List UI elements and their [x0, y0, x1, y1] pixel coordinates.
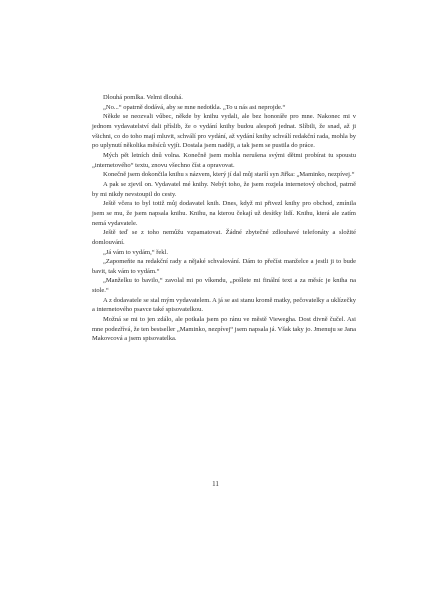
paragraph: Ještě včera to byl totiž můj dodavatel knih. Dnes, když mi přivezl knihy pro obchod, zmínila jsem se mu, že jsem napsala knihu. Knihu, na kterou čekají už desítky lidí. Knihu, která ale zatím nemá vydavatele. [92, 200, 356, 227]
paragraph: Mých pět letních dnů volna. Konečně jsem mohla nerušena svými dětmi probírat tu spoustu „internetového“ textu, znovu všechno číst a opravovat. [92, 151, 356, 169]
body-text [92, 93, 356, 344]
paragraph: „Já vám to vydám,“ řekl. [103, 248, 168, 256]
page-number: 11 [212, 480, 219, 488]
paragraph: „Manželku to bavilo,“ zavolal mi po víkendu, „pošlete mi finální text a za měsíc je kniha na stole.“ [92, 277, 356, 295]
paragraph: Možná se mi to jen zdálo, ale potkala jsem po ránu ve městě Viewegha. Dost divně čučel. Asi mne podezřívá, že ten bestseller „Maminko, nezpívej“ jsem napsala já. Však taky jo. Jmenuju se Jana Makovcová a jsem spisovatelka. [92, 316, 356, 343]
paragraph: „No...“ opatrně dodává, aby se mne nedotkla. „To u nás asi neprojde.“ [103, 103, 286, 111]
paragraph: Dlouhá pomlka. Velmi dlouhá. [103, 94, 183, 101]
paragraph: Konečně jsem dokončila knihu s názvem, který jí dal můj starší syn Jiřka: „Maminko, nezpívej.“ [103, 171, 355, 179]
paragraph: Někde se neozvali vůbec, někde by knihu vydali, ale bez honoráře pro mne. Nakonec mi v jednom vydavatelství dali příslib, že o vydání knihy budou alespoň jednat. Slíbili, že snad, až ji všichni, co do toho mají mluvit, schválí pro vydání, až vydání knihy schválí redakční rada, mohla by po uplynutí několika měsíců vyjít. Dostala jsem naději, a tak jsem se pustila do práce. [92, 113, 356, 150]
paragraph: „Zapomeňte na redakční rady a nějaké schvalování. Dám to přečíst manželce a jestli ji to bude bavit, tak vám to vydám.“ [92, 258, 356, 275]
paragraph: A z dodavatele se stal mým vydavatelem. A já se asi stanu kromě matky, pečovatelky a uklízečky a internetového psavce také spisovatelkou. [92, 296, 356, 314]
paragraph: A pak se zjevil on. Vydavatel mé knihy. Nebýt toho, že jsem rozjela internetový obchod, patrně by mi nikdy nevstoupil do cesty. [92, 180, 356, 198]
paragraph: Ještě teď se z toho nemůžu vzpamatovat. Žádné zbytečné zdlouhavé telefonáty a složité domlouvání. [92, 229, 356, 246]
